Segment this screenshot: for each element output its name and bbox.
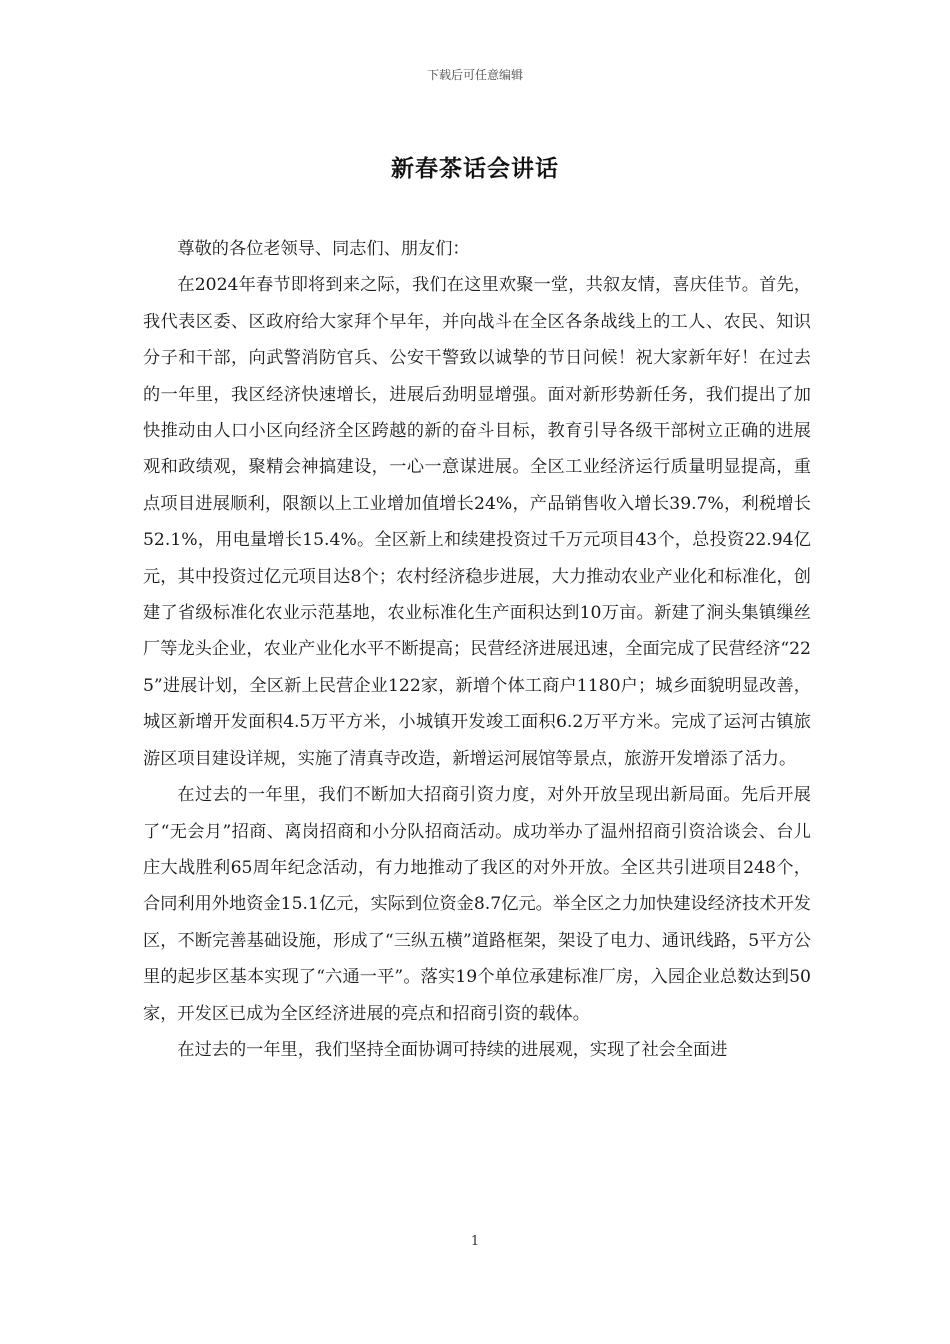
page-number: 1 <box>470 1234 480 1249</box>
document-title: 新春茶话会讲话 <box>391 155 559 182</box>
paragraph-1: 在2024年春节即将到来之际，我们在这里欢聚一堂，共叙友情，喜庆佳节。首先，我代表区委、区政府给大家拜个早年，并向战斗在全区各条战线上的工人、农民、知识分子和干部，向武警消防官兵、公安干警致以诚挚的节日问候！祝大家新年好！在过去的一年里，我区经济快速增长，进展后劲明显增强。面对新形势新任务，我们提出了加快推动由人口小区向经济全区跨越的新的奋斗目标，教育引导各级干部树立正确的进展观和政绩观，聚精会神搞建设，一心一意谋进展。全区工业经济运行质量明显提高，重点项目进展顺利，限额以上工业增加值增长24%，产品销售收入增长39.7%，利税增长52.1%，用电量增长15.4%。全区新上和续建投资过千万元项目43个，总投资22.94亿元，其中投资过亿元项目达8个；农村经济稳步进展，大力推动农业产业化和标准化，创建了省级标准化农业示范基地，农业标准化生产面积达到10万亩。新建了涧头集镇缫丝厂等龙头企业，农业产业化水平不断提高；民营经济进展迅速，全面完成了民营经济“225”进展计划，全区新上民营企业122家，新增个体工商户1180户；城乡面貌明显改善，城区新增开发面积4.5万平方米，小城镇开发竣工面积6.2万平方米。完成了运河古镇旅游区项目建设详规，实施了清真寺改造，新增运河展馆等景点，旅游开发增添了活力。 <box>143 275 811 769</box>
paragraph-3: 在过去的一年里，我们坚持全面协调可持续的进展观，实现了社会全面进 <box>177 1039 728 1060</box>
salutation: 尊敬的各位老领导、同志们、朋友们： <box>177 239 470 259</box>
document-body <box>143 231 811 1068</box>
header-note: 下载后可任意编辑 <box>426 68 523 82</box>
paragraph-2: 在过去的一年里，我们不断加大招商引资力度，对外开放呈现出新局面。先后开展了“无会月”招商、离岗招商和小分队招商活动。成功举办了温州招商引资洽谈会、台儿庄大战胜利65周年纪念活动，有力地推动了我区的对外开放。全区共引进项目248个，合同利用外地资金15.1亿元，实际到位资金8.7亿元。举全区之力加快建设经济技术开发区，不断完善基础设施，形成了“三纵五横”道路框架，架设了电力、通讯线路，5平方公里的起步区基本实现了“六通一平”。落实19个单位承建标准厂房，入园企业总数达到50家，开发区已成为全区经济进展的亮点和招商引资的载体。 <box>143 785 811 1024</box>
